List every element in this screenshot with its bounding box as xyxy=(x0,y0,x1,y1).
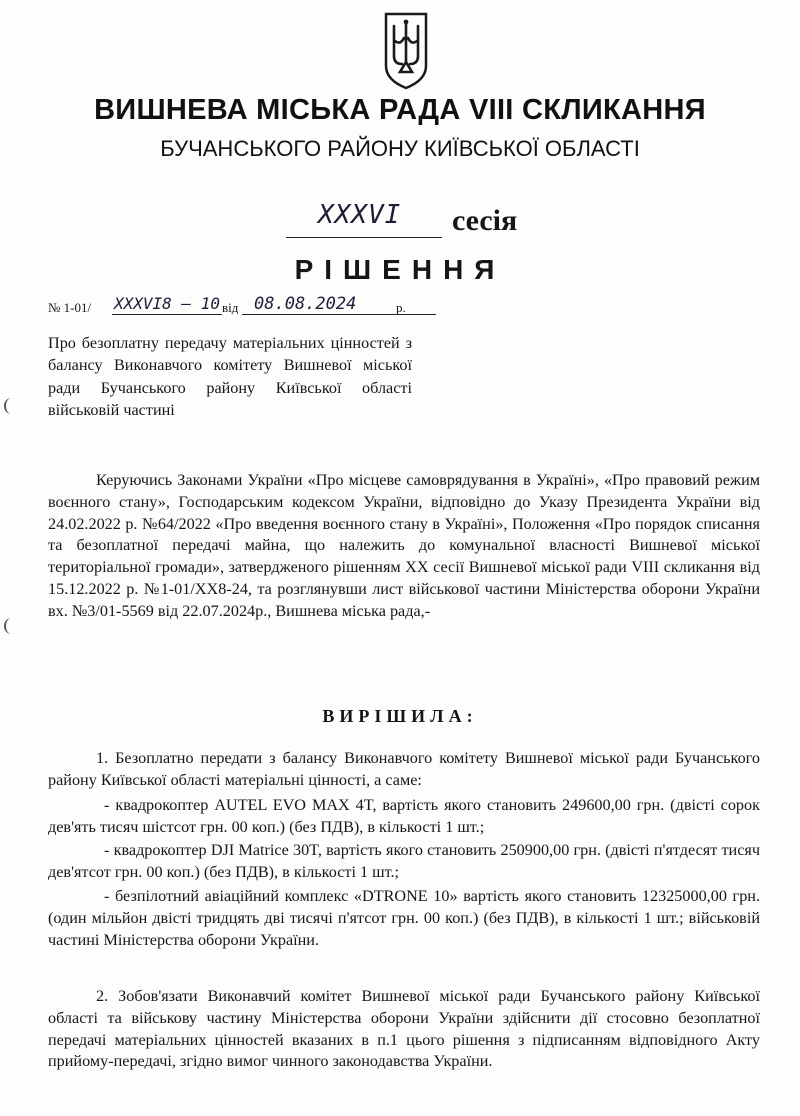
session-number: XXXVI xyxy=(318,200,402,230)
date-suffix: р. xyxy=(396,300,406,315)
date-underline xyxy=(242,314,436,315)
binder-mark xyxy=(4,398,18,414)
decision-subject: Про безоплатну передачу матеріальних цінностей з балансу Виконавчого комітету Вишневої міської ради Бучанського району Київської області військовій частині xyxy=(48,334,412,420)
item-1-c: - безпілотний авіаційний комплекс «DTRONE 10» вартість якого становить 12325000,00 грн. (один мільйон двісті тридцять дві тисячі п'ятсот грн. 00 коп.) (без ПДВ), в кількості 1 шт.; військовій частині Міністерства оборони України. xyxy=(48,887,760,949)
decision-number: XXXVI8 – 10 xyxy=(114,294,220,313)
session-label: сесія xyxy=(452,204,518,237)
district-subtitle: БУЧАНСЬКОГО РАЙОНУ КИЇВСЬКОЇ ОБЛАСТІ xyxy=(160,136,640,161)
item-2: 2. Зобов'язати Виконавчий комітет Вишневої міської ради Бучанського району Київської області та військову частину Міністерства оборони України здійснити дії стосовно безоплатної передачі матеріальних цінностей вказаних в п.1 цього рішення з підписанням відповідного Акту прийому-передачі, згідно вимог чинного законодавства України. xyxy=(48,987,760,1071)
number-prefix: № 1-01/ xyxy=(48,300,92,315)
trident-coat-of-arms-icon xyxy=(382,10,430,90)
binder-mark xyxy=(4,618,18,634)
council-title: ВИШНЕВА МІСЬКА РАДА VIII СКЛИКАННЯ xyxy=(94,94,706,126)
decision-date: 08.08.2024 xyxy=(254,294,357,314)
date-prefix: від xyxy=(222,300,239,315)
item-1-b: - квадрокоптер DJI Matrice 30T, вартість якого становить 250900,00 грн. (двісті п'ятдесят тисяч дев'ятсот грн. 00 коп.) (без ПДВ), в кількості 1 шт.; xyxy=(48,841,760,881)
decision-title: РІШЕННЯ xyxy=(294,254,506,285)
decision-number-row xyxy=(48,296,408,320)
resolved-heading: ВИРІШИЛА: xyxy=(322,706,478,726)
item-1-intro: 1. Безоплатно передати з балансу Виконавчого комітету Вишневої міської ради Бучанського району Київської області матеріальні цінності, а саме: xyxy=(48,749,760,789)
preamble-paragraph: Керуючись Законами України «Про місцеве самоврядування в Україні», «Про правовий режим воєнного стану», Господарським кодексом України, відповідно до Указу Президента України від 24.02.2022 р. №64/2022 «Про введення воєнного стану в Україні», Положення «Про порядок списання та безоплатної передачі майна, що належить до комунальної власності Вишневої міської територіальної громади», затвердженого рішенням XX сесії Вишневої міської ради VIII скликання від 15.12.2022 р. №1-01/XX8-24, та розглянувши лист військової частини Міністерства оборони України вх. №3/01-5569 від 22.07.2024р., Вишнева міська рада,- xyxy=(48,471,760,620)
number-underline xyxy=(112,314,222,315)
item-1-a: - квадрокоптер AUTEL EVO MAX 4T, вартість якого становить 249600,00 грн. (двісті сорок дев'ять тисяч шістсот грн. 00 коп.) (без ПДВ), в кількості 1 шт.; xyxy=(48,796,760,836)
